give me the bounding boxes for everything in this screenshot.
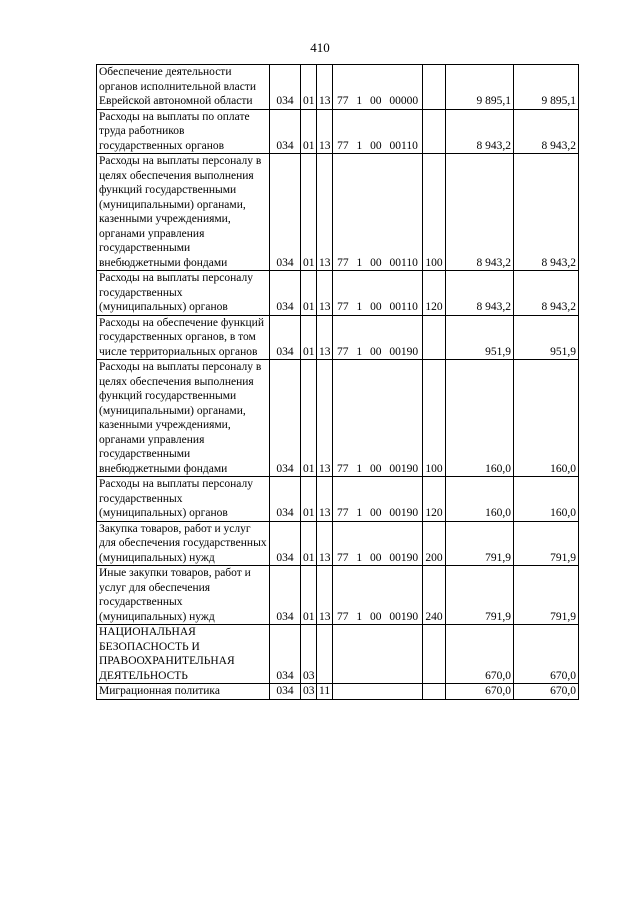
subsection-code: 13 [317, 315, 333, 360]
table-row [97, 109, 579, 154]
expense-type: 120 [423, 271, 446, 316]
expense-type [423, 625, 446, 684]
expense-type: 240 [423, 566, 446, 625]
table-row [97, 315, 579, 360]
row-name: Расходы на выплаты по оплате труда работников государственных органов [97, 109, 270, 154]
amount-1: 670,0 [446, 625, 514, 684]
section-code: 01 [301, 154, 317, 271]
amount-2: 9 895,1 [514, 65, 579, 110]
row-name: Расходы на выплаты персоналу в целях обеспечения выполнения функций государственными (муниципальными) органами, казенными учреждениями, органами управления государственными внебюджетными фондами [97, 360, 270, 477]
expense-type: 100 [423, 154, 446, 271]
amount-2: 670,0 [514, 684, 579, 700]
table-row [97, 566, 579, 625]
row-name: Расходы на обеспечение функций государственных органов, в том числе территориальных органов [97, 315, 270, 360]
section-code: 01 [301, 109, 317, 154]
subsection-code: 13 [317, 154, 333, 271]
expense-type [423, 684, 446, 700]
target-article: 77 1 00 00110 [333, 154, 423, 271]
table-row [97, 477, 579, 522]
amount-2: 951,9 [514, 315, 579, 360]
amount-1: 951,9 [446, 315, 514, 360]
expense-type: 100 [423, 360, 446, 477]
subsection-code: 13 [317, 271, 333, 316]
row-name: Расходы на выплаты персоналу государственных (муниципальных) органов [97, 477, 270, 522]
table-row [97, 65, 579, 110]
section-code: 01 [301, 65, 317, 110]
section-code: 01 [301, 360, 317, 477]
target-article: 77 1 00 00190 [333, 566, 423, 625]
subsection-code: 11 [317, 684, 333, 700]
subsection-code: 13 [317, 566, 333, 625]
amount-1: 791,9 [446, 521, 514, 566]
amount-1: 8 943,2 [446, 271, 514, 316]
amount-2: 791,9 [514, 521, 579, 566]
subsection-code: 13 [317, 477, 333, 522]
target-article: 77 1 00 00190 [333, 477, 423, 522]
amount-1: 670,0 [446, 684, 514, 700]
budget-table [96, 64, 579, 700]
target-article: 77 1 00 00190 [333, 521, 423, 566]
amount-1: 791,9 [446, 566, 514, 625]
target-article [333, 625, 423, 684]
page-number: 410 [310, 40, 330, 55]
row-name: Закупка товаров, работ и услуг для обеспечения государственных (муниципальных) нужд [97, 521, 270, 566]
section-code: 03 [301, 625, 317, 684]
table-row [97, 154, 579, 271]
row-name: Расходы на выплаты персоналу государственных (муниципальных) органов [97, 271, 270, 316]
amount-2: 670,0 [514, 625, 579, 684]
subsection-code: 13 [317, 360, 333, 477]
section-code: 01 [301, 315, 317, 360]
ved-code: 034 [270, 566, 301, 625]
row-name: Расходы на выплаты персоналу в целях обеспечения выполнения функций государственными (муниципальными) органами, казенными учреждениями, органами управления государственными внебюджетными фондами [97, 154, 270, 271]
amount-2: 8 943,2 [514, 109, 579, 154]
expense-type [423, 65, 446, 110]
row-name: Миграционная политика [97, 684, 270, 700]
section-code: 01 [301, 521, 317, 566]
expense-type: 120 [423, 477, 446, 522]
ved-code: 034 [270, 477, 301, 522]
target-article: 77 1 00 00190 [333, 360, 423, 477]
section-code: 01 [301, 271, 317, 316]
expense-type [423, 315, 446, 360]
amount-1: 160,0 [446, 477, 514, 522]
table-row [97, 360, 579, 477]
amount-2: 8 943,2 [514, 271, 579, 316]
subsection-code: 13 [317, 521, 333, 566]
table-row [97, 271, 579, 316]
ved-code: 034 [270, 109, 301, 154]
ved-code: 034 [270, 521, 301, 566]
section-code: 01 [301, 477, 317, 522]
expense-type: 200 [423, 521, 446, 566]
target-article [333, 684, 423, 700]
amount-1: 160,0 [446, 360, 514, 477]
amount-1: 8 943,2 [446, 109, 514, 154]
amount-2: 8 943,2 [514, 154, 579, 271]
ved-code: 034 [270, 315, 301, 360]
table-row [97, 684, 579, 700]
target-article: 77 1 00 00110 [333, 109, 423, 154]
subsection-code [317, 625, 333, 684]
table-row [97, 625, 579, 684]
expense-type [423, 109, 446, 154]
ved-code: 034 [270, 360, 301, 477]
subsection-code: 13 [317, 109, 333, 154]
amount-1: 9 895,1 [446, 65, 514, 110]
ved-code: 034 [270, 154, 301, 271]
row-name: Иные закупки товаров, работ и услуг для обеспечения государственных (муниципальных) нужд [97, 566, 270, 625]
section-code: 03 [301, 684, 317, 700]
row-name: НАЦИОНАЛЬНАЯ БЕЗОПАСНОСТЬ И ПРАВООХРАНИТЕЛЬНАЯ ДЕЯТЕЛЬНОСТЬ [97, 625, 270, 684]
target-article: 77 1 00 00110 [333, 271, 423, 316]
target-article: 77 1 00 00190 [333, 315, 423, 360]
amount-1: 8 943,2 [446, 154, 514, 271]
amount-2: 160,0 [514, 360, 579, 477]
subsection-code: 13 [317, 65, 333, 110]
ved-code: 034 [270, 271, 301, 316]
row-name: Обеспечение деятельности органов исполнительной власти Еврейской автономной области [97, 65, 270, 110]
ved-code: 034 [270, 65, 301, 110]
ved-code: 034 [270, 625, 301, 684]
amount-2: 160,0 [514, 477, 579, 522]
ved-code: 034 [270, 684, 301, 700]
section-code: 01 [301, 566, 317, 625]
target-article: 77 1 00 00000 [333, 65, 423, 110]
table-row [97, 521, 579, 566]
amount-2: 791,9 [514, 566, 579, 625]
